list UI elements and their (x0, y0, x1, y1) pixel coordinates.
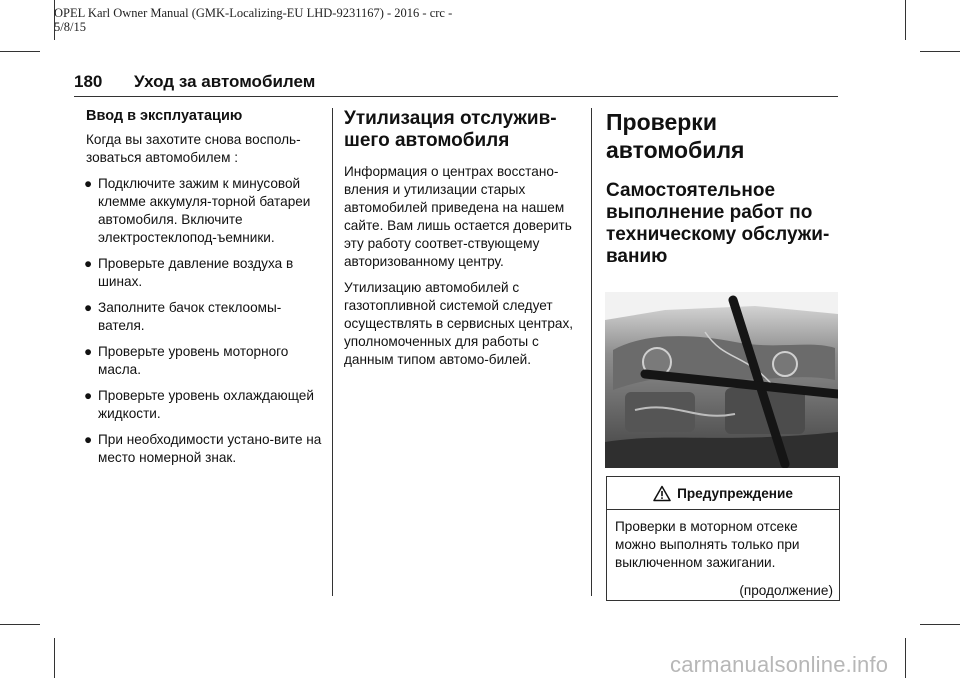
crop-mark (54, 638, 55, 678)
page-number: 180 (74, 72, 103, 91)
commissioning-list (86, 175, 322, 467)
column-disposal (344, 108, 580, 377)
list-item: ● Проверьте уровень моторного масла. (84, 344, 289, 377)
crop-mark (0, 624, 40, 625)
crop-mark (920, 624, 960, 625)
column-divider (332, 108, 333, 596)
bullet-icon: ● (84, 300, 93, 315)
section-heading-self-service: Самостоятельное выполнение работ по техническому обслужи-ванию (606, 180, 830, 267)
commissioning-intro: Когда вы захотите снова восполь-зоваться автомобилем : (86, 132, 301, 165)
crop-mark (905, 638, 906, 678)
section-heading-commissioning: Ввод в эксплуатацию (86, 108, 243, 124)
continued-note: (продолжение) (739, 583, 833, 598)
bullet-icon: ● (84, 176, 93, 191)
warning-header (607, 477, 839, 510)
crop-mark (0, 51, 40, 52)
list-item: ● Проверьте уровень охлаждающей жидкости. (84, 388, 314, 421)
print-header-line2: 5/8/15 (54, 20, 86, 34)
disposal-paragraph: Информация о центрах восстано-вления и утилизации старых автомобилей приведена на нашем сайте. Вам лишь остается доверить эту работу соответ-ствующему авторизованному центру. (344, 164, 572, 269)
column-divider (591, 108, 592, 596)
warning-box (606, 476, 840, 601)
bullet-icon: ● (84, 432, 93, 447)
bullet-icon: ● (84, 388, 93, 403)
crop-mark (920, 51, 960, 52)
column-commissioning (86, 108, 322, 475)
bullet-icon: ● (84, 344, 93, 359)
page-title: Уход за автомобилем (134, 72, 316, 91)
list-item: ● Проверьте давление воздуха в шинах. (84, 256, 294, 289)
header-rule (74, 96, 838, 97)
warning-triangle-icon (653, 485, 671, 502)
list-item: ● Заполните бачок стеклоомы-вателя. (84, 300, 282, 333)
list-item: ● Подключите зажим к минусовой клемме аккумуля-торной батареи автомобиля. Включите электростеклопод-ъемники. (84, 176, 311, 245)
warning-body (607, 510, 839, 572)
watermark: carmanualsonline.info (670, 652, 889, 677)
print-header-line1: OPEL Karl Owner Manual (GMK-Localizing-EU LHD-9231167) - 2016 - crc - (54, 6, 453, 20)
disposal-paragraph: Утилизацию автомобилей с газотопливной системой следует осуществлять в сервисных центрах, уполномоченных для работы с данным типом автомо-билей. (344, 280, 574, 367)
page-header (74, 72, 838, 92)
section-heading-disposal: Утилизация отслужив-шего автомобиля (344, 108, 557, 151)
engine-bay-photo (605, 292, 838, 468)
warning-text: Проверки в моторном отсеке можно выполнять только при выключенном зажигании. (615, 519, 800, 570)
warning-title: Предупреждение (677, 485, 793, 501)
bullet-icon: ● (84, 256, 93, 271)
list-item: ● При необходимости устано-вите на место номерной знак. (84, 432, 322, 465)
crop-mark (905, 0, 906, 40)
chapter-heading: Проверки автомобиля (606, 109, 745, 163)
print-header (54, 6, 574, 34)
column-vehicle-checks (606, 108, 840, 601)
